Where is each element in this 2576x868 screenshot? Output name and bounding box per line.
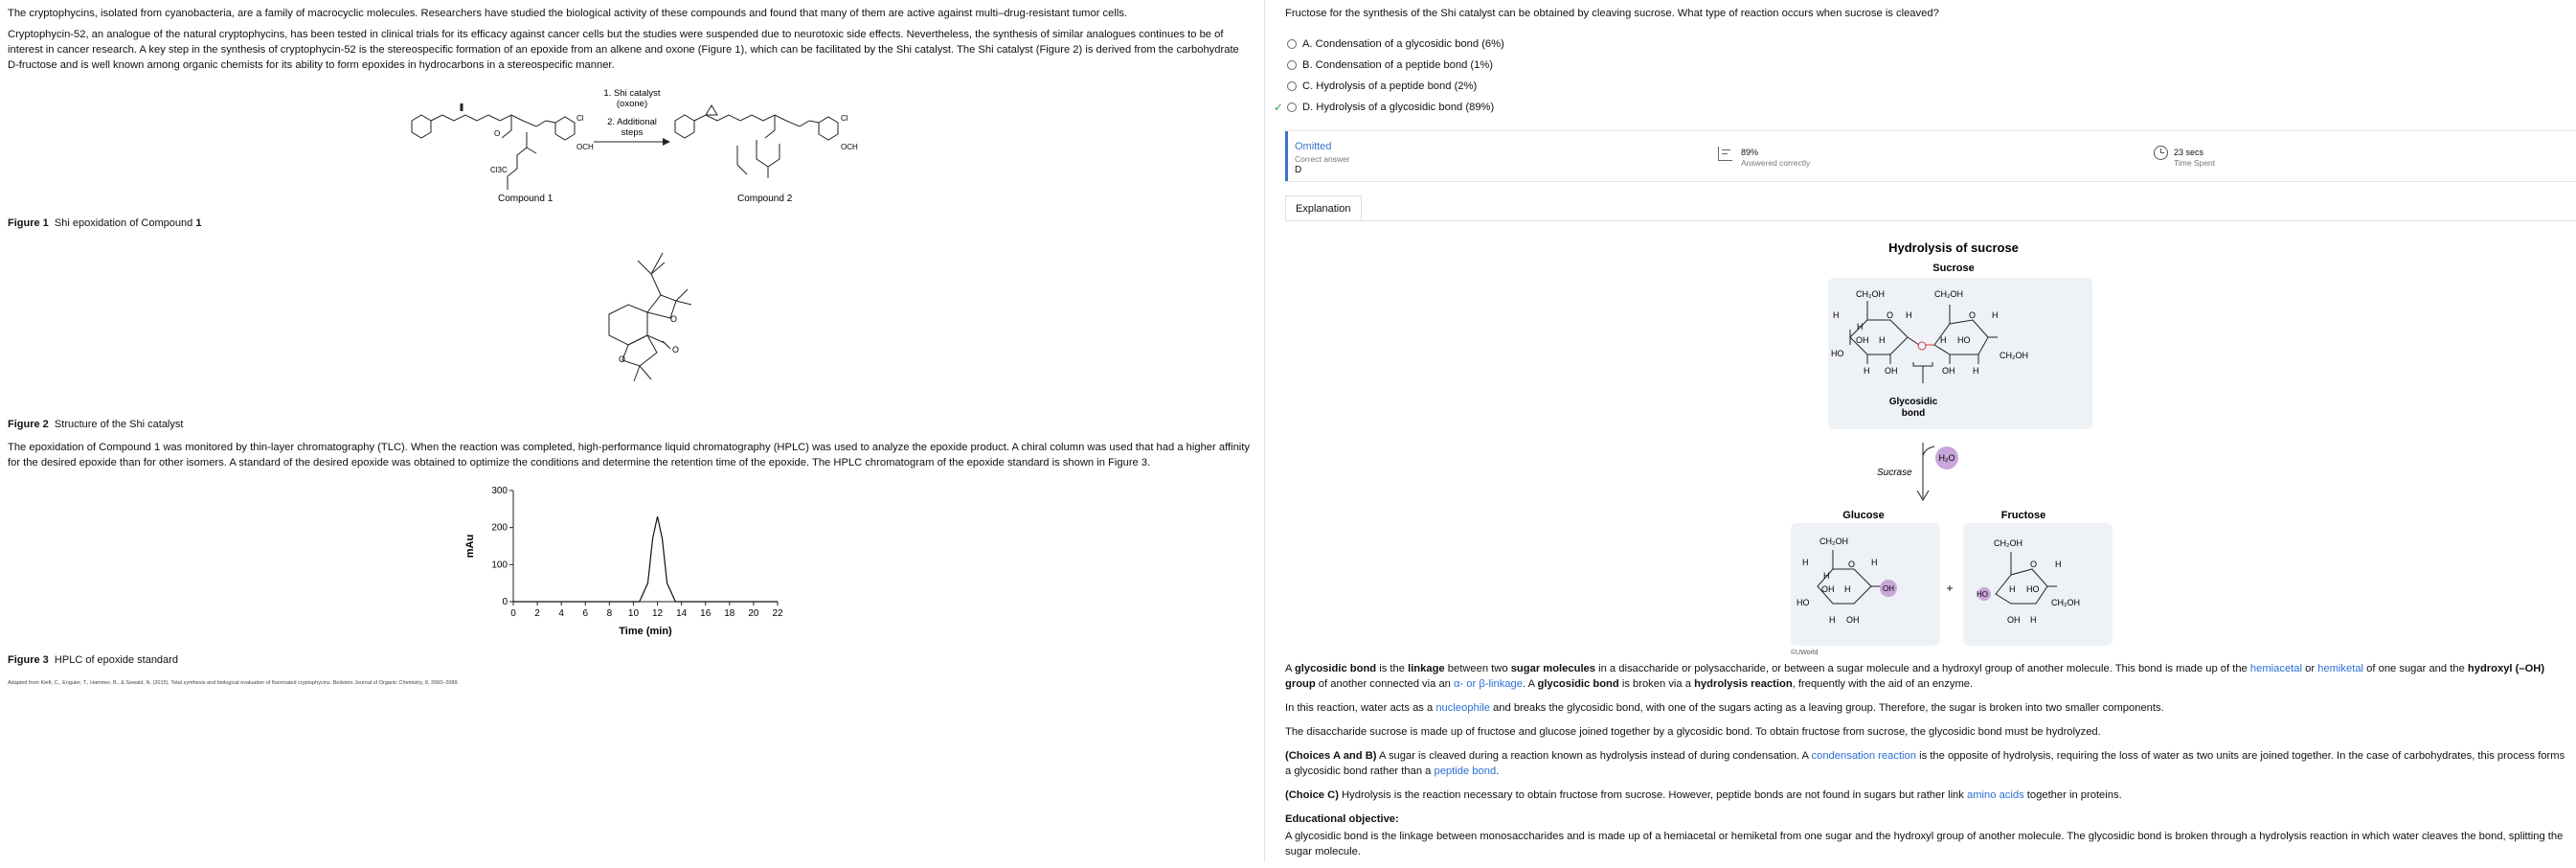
y-tick-label: 300 <box>491 486 508 496</box>
explanation-body <box>1285 661 2568 868</box>
figure-3-number: Figure 3 <box>8 654 49 666</box>
scheme-cl-2: Cl <box>841 114 848 123</box>
scheme-oh-1: O <box>494 129 501 138</box>
fructose-ho-2: HO <box>2026 584 2040 594</box>
sucrose-h-8: H <box>1973 366 1979 376</box>
explanation-paragraph-4: (Choices A and B) A sugar is cleaved during a reaction known as hydrolysis instead of during condensation. A condensation reaction is the opposite of hydrolysis, requiring the loss of water as two units are joined together. In the case of carbohydrates, this process forms a glycosidic bond rather than a peptide bond. <box>1285 750 2565 777</box>
figure-2-number: Figure 2 <box>8 419 49 430</box>
plus-sign: + <box>1946 582 1954 595</box>
scheme-och3-2: OCH <box>841 143 858 151</box>
sucrose-o-2: O <box>1969 310 1977 320</box>
sucrose-label: Sucrose <box>1932 263 1975 274</box>
x-tick-label: 22 <box>772 608 783 619</box>
glucose-h-2: H <box>1823 571 1830 581</box>
glucose-box <box>1791 523 1940 646</box>
answer-choice-label: C. Hydrolysis of a peptide bond (2%) <box>1302 80 1478 92</box>
link-peptide-bond[interactable]: peptide bond <box>1434 765 1497 777</box>
tab-explanation-label: Explanation <box>1296 203 1351 215</box>
glucose-ch2oh: CH₂OH <box>1819 537 1848 546</box>
sucrose-ch2oh-1: CH₂OH <box>1856 289 1885 299</box>
x-tick-label: 14 <box>676 608 688 619</box>
fructose-h-1: H <box>2055 560 2062 569</box>
figure-1-caption: Shi epoxidation of Compound <box>54 217 196 229</box>
radio-button-icon[interactable] <box>1287 81 1297 91</box>
x-tick-label: 0 <box>510 608 516 619</box>
link-alpha-beta-linkage[interactable]: α- or β-linkage <box>1454 678 1523 690</box>
figure-2-caption: Structure of the Shi catalyst <box>54 419 184 430</box>
copyright-label: ©UWorld <box>1791 650 1819 656</box>
sucrose-oh-3: OH <box>1942 366 1955 376</box>
x-tick-label: 20 <box>748 608 759 619</box>
fructose-h-3: H <box>2030 615 2037 625</box>
citation: Adapted from Kieft, C., Enguier, T., Hammer, B., & Sewald, N. (2015). Total synthesis and biological evaluation of fluorinated cryptophycins. Beilstein Journal of Organic Chemistry, 8, 2060–2089. <box>8 680 460 686</box>
compound-1-label: Compound 1 <box>498 194 554 204</box>
water-label: H₂O <box>1938 453 1955 463</box>
correct-answer-label: Correct answer <box>1295 154 1350 164</box>
sucrose-oh-1: OH <box>1856 335 1869 345</box>
sucrose-h-5: H <box>1864 366 1870 376</box>
glucose-h-5: H <box>1829 615 1836 625</box>
x-tick-label: 18 <box>724 608 735 619</box>
correct-answer-value: D <box>1295 165 1302 175</box>
sucrose-h-7: H <box>1992 310 1999 320</box>
fructose-ch2oh-1: CH₂OH <box>1994 538 2022 548</box>
figure-2-shi-catalyst-structure <box>571 247 695 400</box>
fructose-h-2: H <box>2009 584 2016 594</box>
sucrose-ch2oh-2: CH₂OH <box>1934 289 1963 299</box>
percent-correct: 89% <box>1741 148 1759 157</box>
explanation-paragraph-5: (Choice C) Hydrolysis is the reaction necessary to obtain fructose from sucrose. However, peptide bonds are not found in sugars but rather link amino acids together in proteins. <box>1285 789 2122 801</box>
fructose-ch2oh-2: CH₂OH <box>2051 598 2080 607</box>
link-condensation-reaction[interactable]: condensation reaction <box>1811 750 1916 762</box>
answer-choice-b[interactable] <box>1287 57 1493 73</box>
explanation-paragraph-1: A glycosidic bond is the linkage between two sugar molecules in a disaccharide or polysaccharide, or between a sugar molecule and a hydroxyl group of another molecule. This bond is made up of the hemiacetal or hemiketal of one sugar and the hydroxyl (–OH) group of another connected via an α- or β-linkage. A glycosidic bond is broken via a hydrolysis reaction, frequently with the aid of an enzyme. <box>1285 663 2545 690</box>
figure-1-compound: 1 <box>195 217 202 229</box>
fructose-ho-1: HO <box>1977 590 1988 599</box>
y-tick-label: 100 <box>491 560 508 571</box>
scheme-och3-1: OCH <box>576 143 594 151</box>
y-tick-label: 0 <box>502 597 508 607</box>
passage-pane <box>0 0 1262 862</box>
fructose-o: O <box>2030 560 2038 569</box>
question-stem: Fructose for the synthesis of the Shi catalyst can be obtained by cleaving sucrose. What type of reaction occurs when sucrose is cleaved? <box>1285 8 1939 19</box>
answer-stats-bar <box>1285 130 2576 182</box>
tab-explanation[interactable] <box>1285 195 1362 221</box>
sucrose-h-6: H <box>1940 335 1947 345</box>
sucrose-o-1: O <box>1887 310 1894 320</box>
sucrose-box <box>1828 278 2092 429</box>
explanation-paragraph-2: In this reaction, water acts as a nucleophile and breaks the glycosidic bond, with one of the sugars acting as a leaving group. Therefore, the sugar is broken into two smaller components. <box>1285 702 2164 714</box>
fructose-label: Fructose <box>2000 510 2046 521</box>
sucrase-label: Sucrase <box>1877 468 1912 478</box>
catalyst-o-1: O <box>672 345 680 354</box>
radio-button-icon[interactable] <box>1287 39 1297 49</box>
scheme-step-2: 2. Additional <box>607 117 657 127</box>
catalyst-o-2: O <box>619 354 626 364</box>
glucose-oh-2: OH <box>1883 584 1894 593</box>
passage-paragraph-2: Cryptophycin-52, an analogue of the natural cryptophycins, has been tested in clinical trials for its efficacy against cancer cells but the studies were suspended due to neurotoxic side effects. Nevertheless, the synthesis of similar analogues continues to be of interest in cancer research. A key step in the synthesis of cryptophycin-52 is the stereospecific formation of an epoxide from an alkene and oxone (Figure 1), which can be facilitated by the Shi catalyst. The Shi catalyst (Figure 2) is derived from the carbohydrate D-fructose and is well known among organic chemists for its ability to form epoxides in hydrocarbons in a stereospecific manner. <box>8 29 1239 71</box>
chart-stats-icon <box>1718 147 1732 161</box>
passage-paragraph-1: The cryptophycins, isolated from cyanobacteria, are a family of macrocyclic molecules. Researchers have studied the biological activity of these compounds and found that many of them are active against multi–drug-resistant tumor cells. <box>8 8 1128 19</box>
x-tick-label: 8 <box>606 608 613 619</box>
figure-3-hplc-chart <box>460 481 795 644</box>
educational-objective-text: A glycosidic bond is the linkage between monosaccharides and is made up of a hemiacetal or hemiketal from one sugar and the hydroxyl group of another molecule. The glycosidic bond is broken through a hydrolysis reaction in which water cleaves the bond, splitting the sugar molecule. <box>1285 831 2564 857</box>
x-tick-label: 12 <box>651 608 664 619</box>
glucose-oh-1: OH <box>1821 584 1835 594</box>
x-axis-label: Time (min) <box>619 626 672 637</box>
answer-choice-label: A. Condensation of a glycosidic bond (6%) <box>1302 38 1504 50</box>
percent-correct-label: Answered correctly <box>1741 158 1811 168</box>
y-axis-label: mAu <box>464 534 476 559</box>
compound-2-label: Compound 2 <box>737 194 793 204</box>
pane-divider[interactable] <box>1264 0 1265 862</box>
sucrose-ho-1: HO <box>1831 349 1844 358</box>
figure-1-number: Figure 1 <box>8 217 49 229</box>
link-hemiacetal[interactable]: hemiacetal <box>2249 663 2302 674</box>
answer-choice-label: D. Hydrolysis of a glycosidic bond (89%) <box>1302 102 1495 113</box>
fructose-oh: OH <box>2007 615 2021 625</box>
scheme-step-1: 1. Shi catalyst <box>603 88 661 99</box>
sucrose-h-2: H <box>1857 322 1864 331</box>
glycosidic-label: Glycosidic <box>1888 397 1938 407</box>
y-tick-label: 200 <box>491 522 508 534</box>
educational-objective-title: Educational objective: <box>1285 813 1399 825</box>
clock-icon <box>2154 146 2168 160</box>
link-hemiketal[interactable]: hemiketal <box>2317 663 2364 674</box>
sucrose-h-4: H <box>1906 310 1912 320</box>
x-tick-label: 10 <box>627 608 640 619</box>
question-pane <box>1274 0 2576 862</box>
answer-choice-c[interactable] <box>1287 79 1477 94</box>
radio-button-icon[interactable] <box>1287 103 1297 112</box>
glucose-ho: HO <box>1796 598 1810 607</box>
glucose-h-4: H <box>1871 558 1878 567</box>
passage-paragraph-3: The epoxidation of Compound 1 was monitored by thin-layer chromatography (TLC). When the reaction was completed, high-performance liquid chromatography (HPLC) was used to analyze the epoxide product. A chiral column was used that had a higher affinity for the desired epoxide than for other isomers. A standard of the desired epoxide was obtained to optimize the conditions and determine the retention time of the epoxide. The HPLC chromatogram of the epoxide standard is shown in Figure 3. <box>8 442 1250 468</box>
figure-1-reaction-scheme <box>402 82 900 207</box>
scheme-cl-1: Cl <box>576 114 584 123</box>
link-amino-acids[interactable]: amino acids <box>1966 789 2024 801</box>
scheme-step-2b: steps <box>621 127 644 138</box>
x-tick-label: 16 <box>700 608 712 619</box>
catalyst-o-3: O <box>670 314 678 324</box>
status-omitted: Omitted <box>1295 141 1332 152</box>
figure-1-label <box>8 217 201 229</box>
sucrose-ho-2: HO <box>1957 335 1971 345</box>
x-tick-label: 4 <box>558 608 564 619</box>
figure-2-label <box>8 419 183 430</box>
glucose-h-1: H <box>1802 558 1809 567</box>
glucose-label: Glucose <box>1842 510 1885 521</box>
link-nucleophile[interactable]: nucleophile <box>1435 702 1490 714</box>
scheme-step-1b: (oxone) <box>616 99 648 109</box>
glucose-o: O <box>1848 560 1856 569</box>
glucose-h-3: H <box>1844 584 1851 594</box>
sucrose-h-3: H <box>1879 335 1886 345</box>
omitted-indicator <box>1285 131 1288 181</box>
radio-button-icon[interactable] <box>1287 60 1297 70</box>
figure-3-caption: HPLC of epoxide standard <box>54 654 178 666</box>
figure-3-label <box>8 654 178 666</box>
explanation-paragraph-3: The disaccharide sucrose is made up of fructose and glucose joined together by a glycosidic bond. To obtain fructose from sucrose, the glycosidic bond must be hydrolyzed. <box>1285 726 2101 738</box>
x-tick-label: 2 <box>534 608 540 619</box>
diagram-title: Hydrolysis of sucrose <box>1888 240 2019 255</box>
answer-choice-a[interactable] <box>1287 36 1504 52</box>
glucose-oh-3: OH <box>1846 615 1860 625</box>
correct-check-icon: ✓ <box>1274 101 1284 114</box>
answer-choice-d[interactable] <box>1274 100 1495 115</box>
sucrose-ch2oh-3: CH₂OH <box>2000 351 2028 360</box>
time-spent: 23 secs <box>2174 148 2204 157</box>
scheme-cl3c: Cl3C <box>490 166 508 174</box>
chromatogram-line <box>513 516 778 602</box>
bond-label: bond <box>1901 408 1926 419</box>
sucrose-h-1: H <box>1833 310 1840 320</box>
answer-choice-label: B. Condensation of a peptide bond (1%) <box>1302 59 1494 71</box>
sucrose-oh-2: OH <box>1885 366 1898 376</box>
time-spent-label: Time Spent <box>2174 158 2216 168</box>
hydrolysis-of-sucrose-diagram <box>1791 230 2116 656</box>
tab-underline <box>1285 220 2576 221</box>
x-tick-label: 6 <box>582 608 589 619</box>
